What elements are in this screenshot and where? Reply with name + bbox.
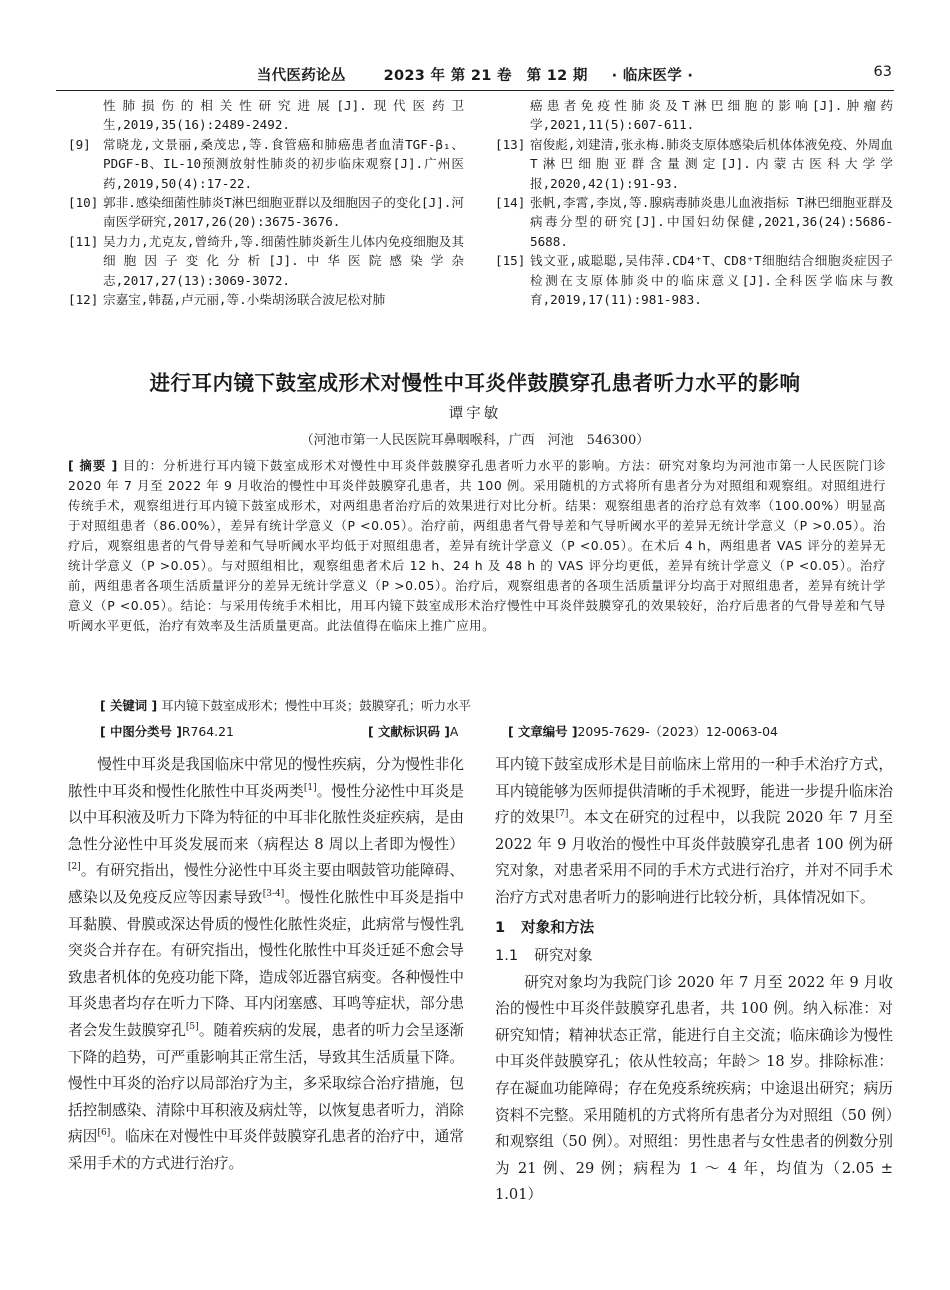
clc-number	[100, 722, 234, 740]
reference-text: 钱文亚,戚聪聪,吴伟萍.CD4⁺T、CD8⁺T细胞结合细胞炎症因子检测在支原体肺炎中的临床意义[J].全科医学临床与教育,2019,17(11):981-983.	[530, 253, 893, 308]
body-left-column	[68, 752, 464, 1178]
abstract-text: 目的：分析进行耳内镜下鼓室成形术对慢性中耳炎伴鼓膜穿孔患者听力水平的影响。方法：研究对象均为河池市第一人民医院门诊 2020 年 7 月至 2022 年 9 月收治的慢性中耳炎伴鼓膜穿孔患者，共 100 例。采用随机的方式将所有患者分为对照组和观察组。对照组进行传统手术，观察组进行耳内镜下鼓室成形术，对两组患者治疗后的效果进行对比分析。结果：观察组患者的治疗总有效率（100.00%）明显高于对照组患者（86.00%），差异有统计学意义（P <0.05）。治疗前，两组患者气骨导差和气导听阈水平的差异无统计学意义（P >0.05）。治疗后，观察组患者的气骨导差和气导听阈水平均低于对照组患者，差异有统计学意义（P <0.05）。在术后 4 h，两组患者 VAS 评分的差异无统计学意义（P >0.05）。与对照组相比，观察组患者术后 12 h、24 h 及 48 h 的 VAS 评分均更低，差异有统计学意义（P <0.05）。治疗前，两组患者各项生活质量评分的差异无统计学意义（P >0.05）。治疗后，观察组患者的各项生活质量评分均高于对照组患者，差异有统计学意义（P <0.05）。结论：与采用传统手术相比，用耳内镜下鼓室成形术治疗慢性中耳炎伴鼓膜穿孔的效果较好，治疗后患者的气骨导差和气导听阈水平更低，治疗有效率及生活质量更高。此法值得在临床上推广应用。	[68, 458, 886, 633]
journal-name: 当代医药论丛	[256, 68, 346, 84]
reference-text: 常晓龙,文景丽,桑茂忠,等.食管癌和肺癌患者血清TGF-β₁、PDGF-B、IL-10预测放射性肺炎的初步临床观察[J].广州医药,2019,50(4):17-22.	[103, 136, 464, 191]
body-paragraph	[495, 752, 893, 912]
article-number	[508, 722, 778, 740]
article-author: 谭宇敏	[448, 406, 502, 422]
keywords-label: [ 关键词 ]	[100, 698, 158, 713]
citation: [1]	[303, 782, 317, 793]
reference-text: 癌患者免疫性肺炎及T淋巴细胞的影响[J].肿瘤药学,2021,11(5):607-611.	[530, 98, 893, 133]
reference-text: 郭非.感染细菌性肺炎T淋巴细胞亚群以及细胞因子的变化[J].河南医学研究,2017,26(20):3675-3676.	[103, 195, 464, 230]
article-title: 进行耳内镜下鼓室成形术对慢性中耳炎伴鼓膜穿孔患者听力水平的影响	[149, 371, 801, 395]
body-paragraph: 研究对象均为我院门诊 2020 年 7 月至 2022 年 9 月收治的慢性中耳炎伴鼓膜穿孔患者，共 100 例。纳入标准：对研究知情；精神状态正常，能进行自主交流；临床确诊为慢性中耳炎伴鼓膜穿孔；依从性较高；年龄＞ 18 岁。排除标准：存在凝血功能障碍；存在免疫系统疾病；中途退出研究；病历资料不完整。采用随机的方式将所有患者分为对照组（50 例）和观察组（50 例）。对照组：男性患者与女性患者的例数分别为 21 例、29 例；病程为 1 ～ 4 年，均值为（2.05 ± 1.01）	[495, 973, 893, 1204]
reference-text: 宗嘉宝,韩磊,卢元丽,等.小柴胡汤联合波尼松对肺	[103, 292, 386, 308]
doc-label: [ 文献标识码 ]	[368, 724, 450, 739]
reference-text: 宿俊彪,刘建清,张永梅.肺炎支原体感染后机体体液免疫、外周血T淋巴细胞亚群含量测定[J].内蒙古医科大学学报,2020,42(1):91-93.	[530, 136, 893, 191]
references-left	[68, 96, 464, 309]
citation: [3-4]	[262, 888, 285, 899]
reference-item	[68, 290, 464, 309]
doc-value: A	[449, 724, 459, 739]
section-title: 对象和方法	[521, 918, 595, 936]
body-paragraph	[68, 752, 464, 1178]
text-run: 。本文在研究的过程中，以我院 2020 年 7 月至 2022 年 9 月收治的慢性中耳炎伴鼓膜穿孔患者 100 例为研究对象，对患者采用不同的手术方式进行治疗，并对不同手术治疗方式对患者听力的影响进行比较分析，具体情况如下。	[495, 809, 893, 906]
page-number: 63	[873, 64, 892, 80]
reference-item	[68, 135, 464, 193]
document-code	[368, 722, 458, 740]
text-run: 。慢性分泌性中耳炎是以中耳积液及听力下降为特征的中耳非化脓性炎症疾病，是由急性分泌性中耳炎发展而来（病程达 8 周以上者即为慢性）	[68, 782, 464, 853]
section-number: 1	[495, 918, 506, 936]
reference-item	[495, 135, 893, 193]
header-center	[56, 64, 894, 85]
reference-number: [10]	[68, 195, 99, 211]
text-run: 。临床在对慢性中耳炎伴鼓膜穿孔患者的治疗中，通常采用手术的方式进行治疗。	[68, 1128, 464, 1172]
reference-number: [15]	[495, 253, 526, 269]
text-run: 。慢性化脓性中耳炎是指中耳黏膜、骨膜或深达骨质的慢性化脓性炎症，此病常与慢性乳突炎合并存在。有研究指出，慢性化脓性中耳炎迁延不愈会导致患者机体的免疫功能下降，造成邻近器官病变。各种慢性中耳炎患者均存在听力下降、耳内闭塞感、耳鸣等症状，部分患者会发生鼓膜穿孔	[68, 888, 464, 1039]
citation: [2]	[68, 862, 81, 873]
subsection-title: 研究对象	[534, 946, 593, 964]
article-number-label: [ 文章编号 ]	[508, 724, 578, 739]
keywords	[100, 696, 886, 714]
reference-item	[68, 232, 464, 290]
reference-item	[495, 193, 893, 251]
keywords-text: 耳内镜下鼓室成形术；慢性中耳炎；鼓膜穿孔；听力水平	[161, 698, 471, 713]
clc-value: R764.21	[181, 724, 234, 739]
subsection-heading	[495, 942, 893, 970]
running-header	[56, 60, 894, 91]
abstract-label: [ 摘要 ]	[68, 458, 118, 473]
reference-number: [12]	[68, 292, 99, 308]
text-run: 耳内镜下鼓室成形术是目前临床上常用的一种手术治疗方式，耳内镜能够为医师提供清晰的手术视野，能进一步提升临床治疗的效果	[495, 756, 893, 827]
article-number-value: 2095-7629-（2023）12-0063-04	[577, 724, 778, 739]
text-run: 。有研究指出，慢性分泌性中耳炎主要由咽鼓管功能障碍、感染以及免疫反应等因素导致	[68, 862, 464, 906]
reference-item	[495, 251, 893, 309]
text-run: 慢性中耳炎是我国临床中常见的慢性疾病，分为慢性非化脓性中耳炎和慢性化脓性中耳炎两类	[68, 756, 464, 800]
reference-item	[68, 96, 464, 135]
reference-item	[495, 96, 893, 135]
references-right	[495, 96, 893, 309]
reference-number: [11]	[68, 233, 99, 249]
reference-text: 吴力力,尤克友,曾绮升,等.细菌性肺炎新生儿体内免疫细胞及其细胞因子变化分析[J].中华医院感染学杂志,2017,27(13):3069-3072.	[103, 233, 464, 288]
reference-number: [13]	[495, 136, 526, 152]
issue-info: 2023 年 第 21 卷 第 12 期	[383, 68, 588, 84]
section-heading	[495, 914, 893, 942]
reference-item	[68, 193, 464, 232]
abstract	[68, 456, 886, 636]
article-affiliation: （河池市第一人民医院耳鼻咽喉科，广西 河池 546300）	[300, 433, 650, 448]
citation: [5]	[185, 1021, 199, 1032]
citation: [7]	[555, 809, 569, 820]
clc-label: [ 中图分类号 ]	[100, 724, 182, 739]
reference-text: 张帆,李霄,李岚,等.腺病毒肺炎患儿血液指标 T淋巴细胞亚群及病毒分型的研究[J].中国妇幼保健,2021,36(24):5686-5688.	[530, 195, 893, 249]
body-right-column	[495, 752, 893, 1209]
reference-number: [9]	[68, 136, 91, 152]
section-label: · 临床医学 ·	[611, 68, 694, 84]
reference-number: [14]	[495, 195, 526, 211]
reference-text: 性肺损伤的相关性研究进展[J].现代医药卫生,2019,35(16):2489-2492.	[103, 98, 464, 133]
text-run: 。随着疾病的发展，患者的听力会呈逐渐下降的趋势，可严重影响其正常生活，导致其生活质量下降。慢性中耳炎的治疗以局部治疗为主，多采取综合治疗措施，包括控制感染、清除中耳积液及病灶等，以恢复患者听力，消除病因	[68, 1021, 464, 1146]
subsection-number: 1.1	[495, 946, 519, 964]
citation: [6]	[97, 1128, 111, 1139]
